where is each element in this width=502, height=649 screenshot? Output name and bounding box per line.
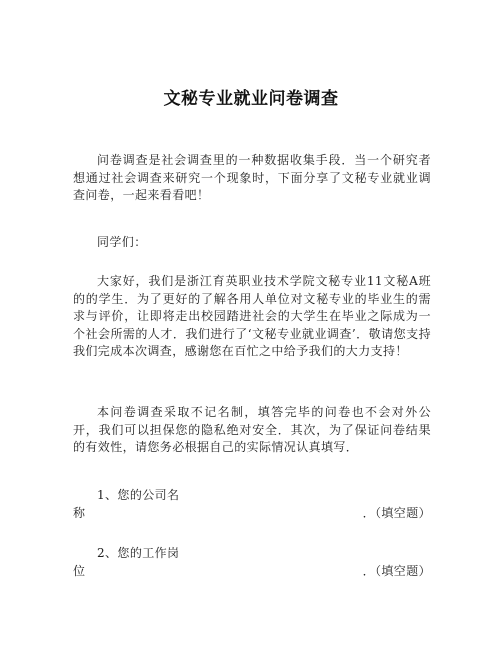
question-1-text: 1、您的公司名 — [97, 488, 180, 502]
question-1 — [73, 487, 431, 522]
question-2-answer-line[interactable] — [73, 563, 431, 581]
question-2-text-end: 位 — [73, 563, 86, 578]
intro-paragraph: 问卷调查是社会调查里的一种数据收集手段．当一个研究者想通过社会调查来研究一个现象时，下面分享了文秘专业就业调查问卷，一起来看看吧！ — [73, 153, 431, 202]
question-1-type: ．（填空题） — [362, 505, 431, 520]
greeting-paragraph: 同学们： — [97, 235, 147, 249]
body-paragraph: 大家好，我们是浙江育英职业技术学院文秘专业11文秘A班的的学生．为了更好的了解各用人单位对文秘专业的毕业生的需求与评价，让即将走出校园踏进社会的大学生在毕业之际成为一个社会所需的人才．我们进行了‘文秘专业就业调查’．敬请您支持我们完成本次调查，感谢您在百忙之中给予我们的大力支持！ — [73, 274, 431, 358]
question-2-text: 2、您的工作岗 — [97, 546, 180, 560]
question-1-answer-line[interactable] — [73, 505, 431, 523]
question-2 — [73, 545, 431, 580]
privacy-paragraph: 本问卷调查采取不记名制，填答完毕的问卷也不会对外公开，我们可以担保您的隐私绝对安全．其次，为了保证问卷结果的有效性，请您务必根据自己的实际情况认真填写． — [73, 405, 431, 454]
question-2-type: ．（填空题） — [362, 563, 431, 578]
document-title: 文秘专业就业问卷调查 — [163, 89, 339, 109]
question-1-text-end: 称 — [73, 505, 86, 520]
